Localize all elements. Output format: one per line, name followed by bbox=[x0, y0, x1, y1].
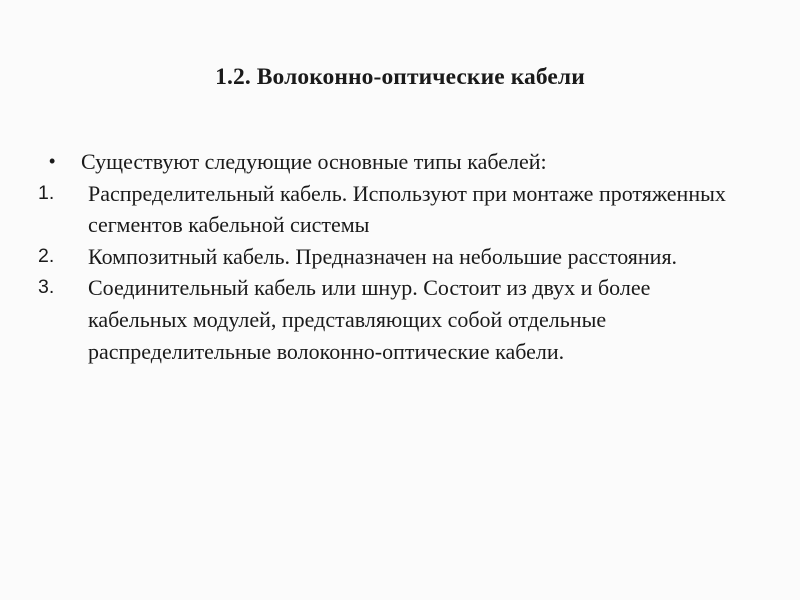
list-item bbox=[38, 272, 746, 367]
bullet-marker: • bbox=[49, 151, 56, 171]
list-item-number: 3. bbox=[38, 276, 55, 299]
list-item-number: 1. bbox=[38, 181, 55, 204]
slide-title: 1.2. Волоконно-оптические кабели bbox=[215, 64, 585, 90]
list-item-text: Композитный кабель. Предназначен на небольшие расстояния. bbox=[88, 243, 678, 269]
list-item bbox=[38, 241, 746, 273]
numbered-list bbox=[38, 178, 746, 368]
bullet-item bbox=[46, 146, 746, 178]
list-item bbox=[38, 178, 746, 241]
list-item-number: 2. bbox=[38, 244, 55, 267]
bullet-text: Существуют следующие основные типы кабелей: bbox=[81, 149, 547, 174]
slide-content bbox=[38, 146, 746, 367]
list-item-text: Соединительный кабель или шнур. Состоит из двух и более кабельных модулей, представляющих собой отдельные распределительные волоконно-оптические кабели. bbox=[88, 275, 651, 364]
list-item-text: Распределительный кабель. Используют при монтаже протяженных сегментов кабельной системы bbox=[88, 180, 726, 238]
